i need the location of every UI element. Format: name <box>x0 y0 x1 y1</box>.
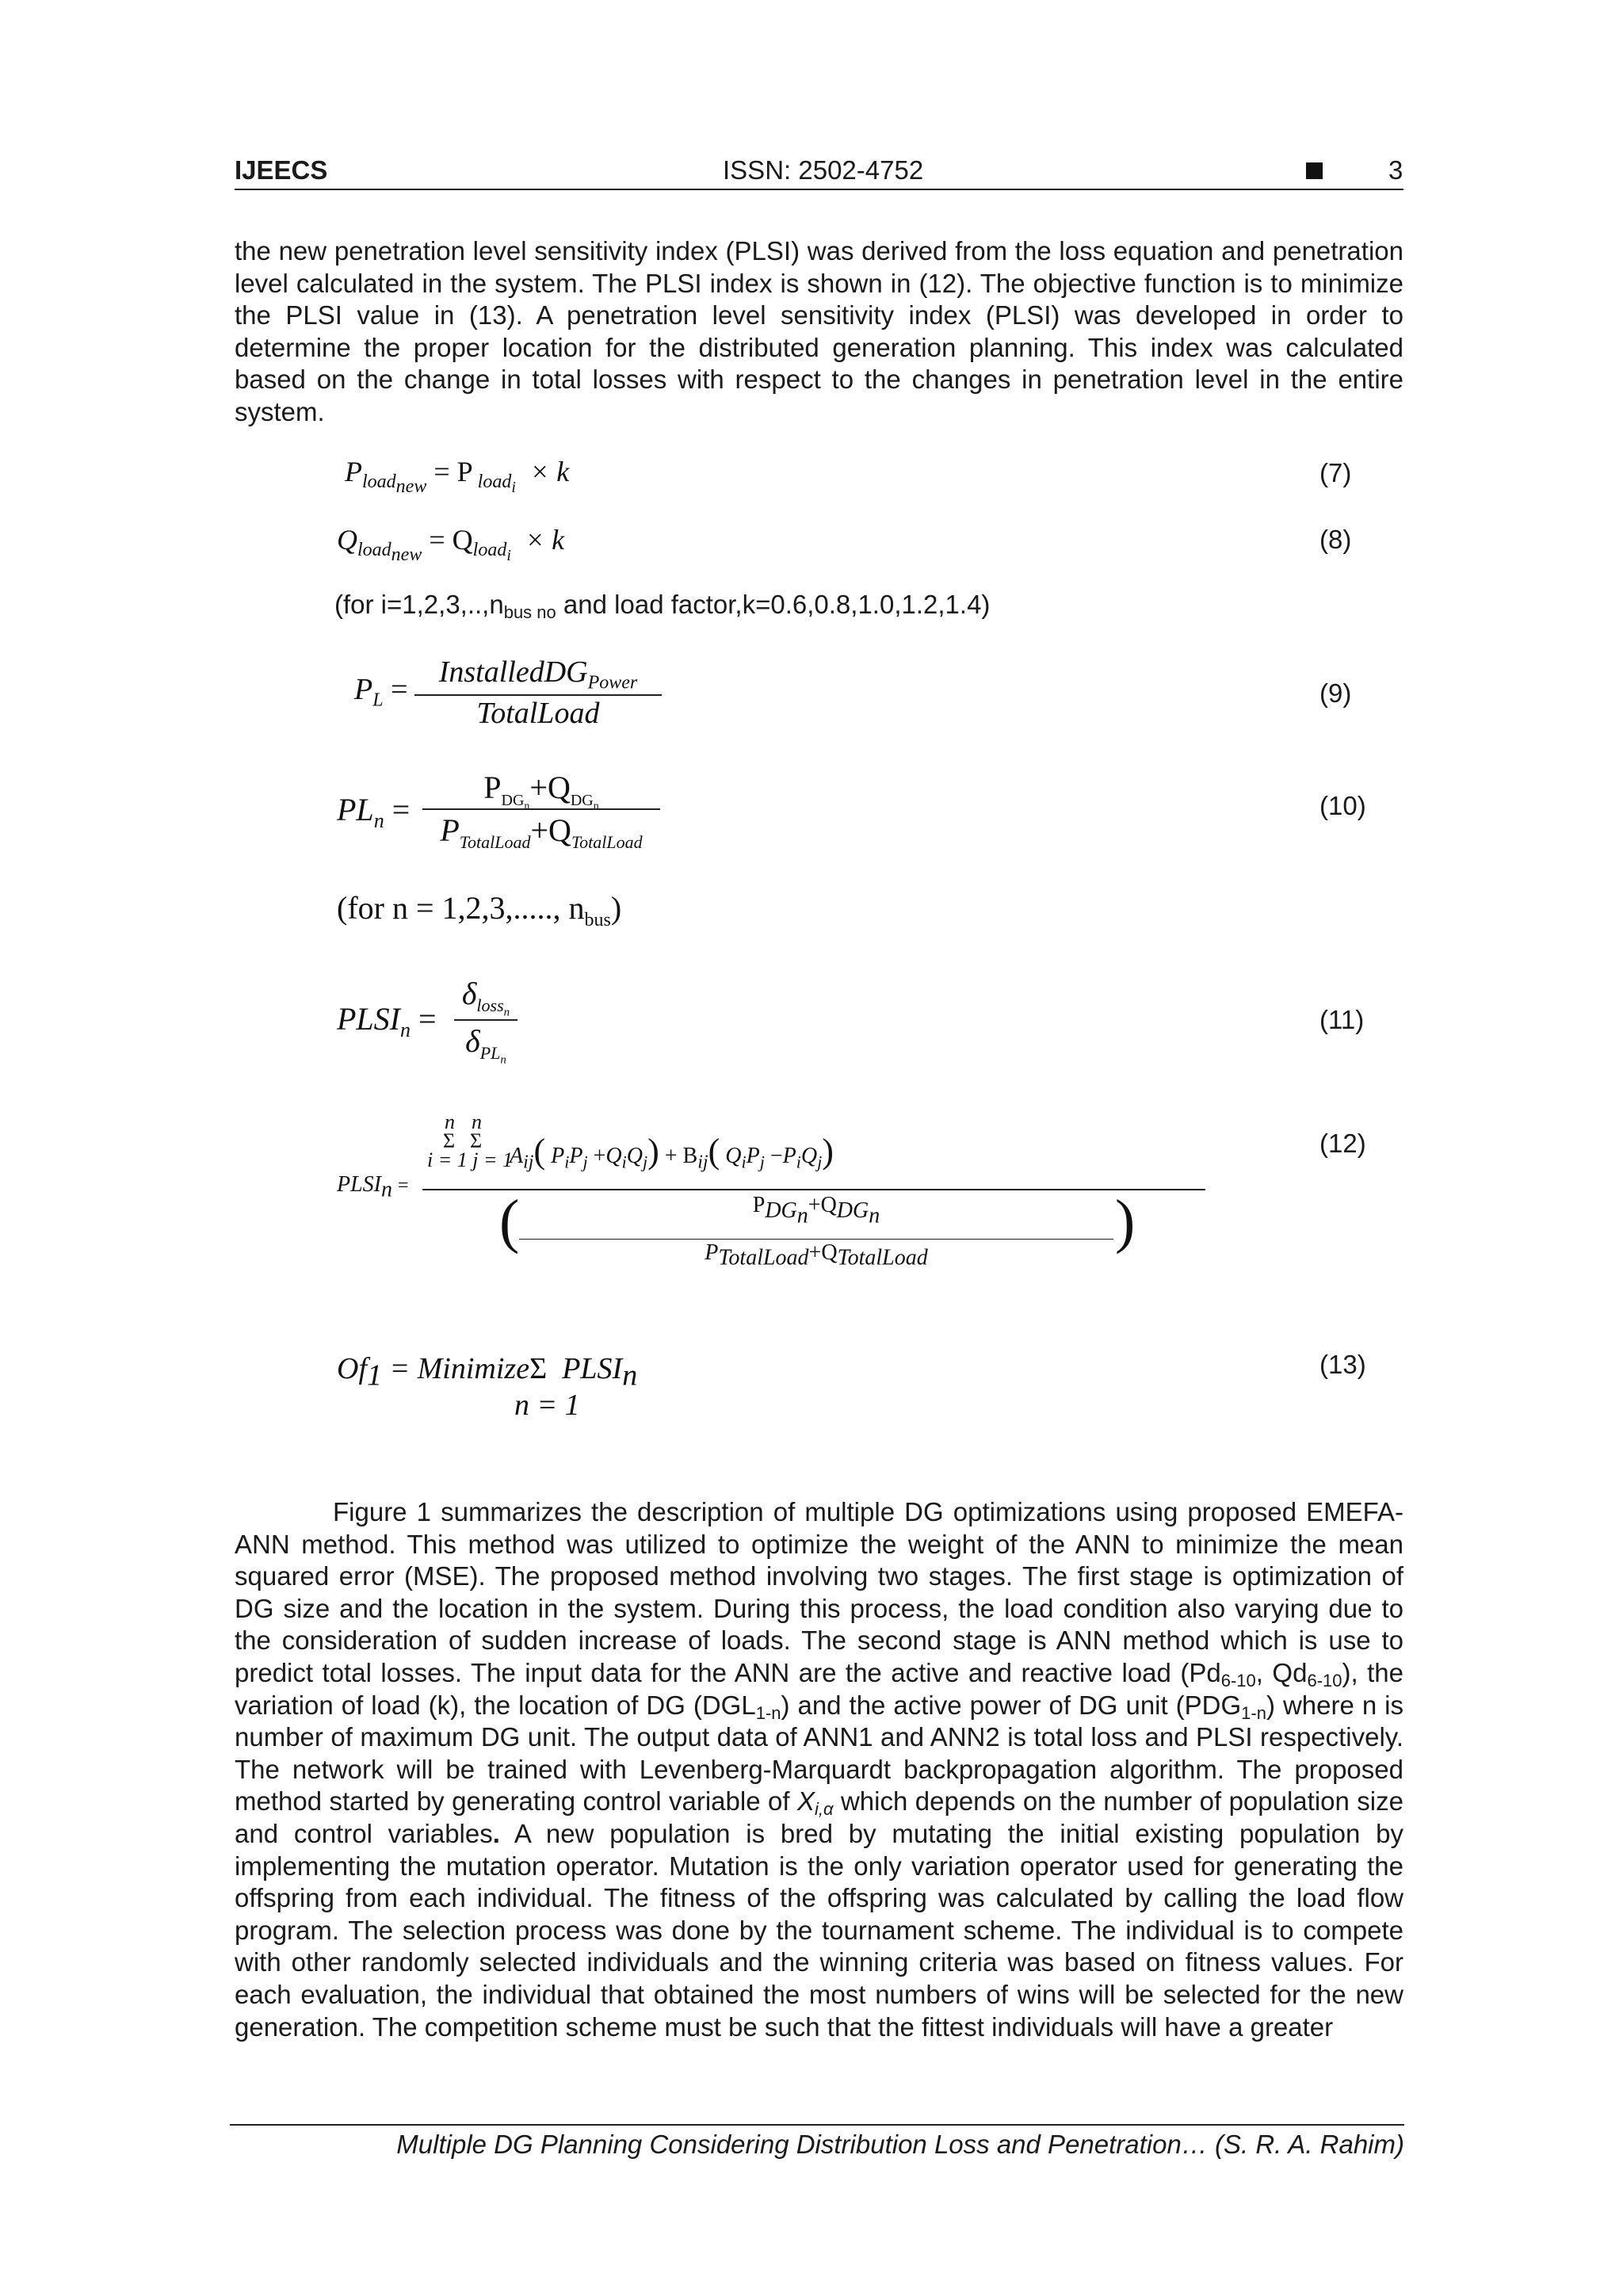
journal-name: IJEECS <box>235 155 328 185</box>
paragraph-method: Figure 1 summarizes the description of multiple DG optimizations using proposed EMEFA-ANN method. This method was utilized to optimize the weight of the ANN to minimize the mean squared error (MSE). The proposed method involving two stages. The first stage is optimization of DG size and the location in the system. During this process, the load condition also varying due to the consideration of sudden increase of loads. The second stage is ANN method which is use to predict total losses. The input data for the ANN are the active and reactive load ($Pd_{6-10}$, $Qd_{6-10}$), the variation of load (k), the location of DG $(DGL_{1-n})$ and the active power of DG unit $(PDG_{1-n})$ where n is number of maximum DG unit. The output data of ANN1 and ANN2 is total loss and PLSI respectively. The network will be trained with Levenberg-Marquardt backpropagation algorithm. The proposed method started by generating control variable of $X_{i,\alpha}$ which depends on the number of population size and control variables. A new population is bred by mutating the initial existing population by implementing the mutation operator. Mutation is the only variation operator used for generating the offspring from each individual. The fitness of the offspring was calculated by calling the load flow program. The selection process was done by the tournament scheme. The individual is to compete with other randomly selected individuals and the winning criteria was based on fitness values. For each evaluation, the individual that obtained the most numbers of wins will be selected for the new generation. The competition scheme must be such that the fittest individuals will have a greater <box>235 1497 1404 2042</box>
equation-number-12: (12) <box>1319 1129 1366 1158</box>
header-rule <box>235 189 1403 190</box>
equation-13: $Of_1$ = MinimizeΣ $PLSI_n$ n = 1 <box>337 1352 638 1422</box>
equation-condition-load: (for $i=1,2,3,..,n_{bus no}$ and load factor,k=0.6,0.8,1.0,1.2,1.4) <box>334 590 991 622</box>
footer-rule <box>230 2124 1404 2126</box>
issn: ISSN: 2502-4752 <box>723 155 924 185</box>
equation-number-8: (8) <box>1319 525 1352 554</box>
equation-8: $Q_{load_{new}} = Q_{load_i} \times k$ <box>337 524 565 565</box>
equation-number-7: (7) <box>1319 458 1352 487</box>
paragraph-intro: the new penetration level sensitivity index (PLSI) was derived from the loss equation and penetration level calculated in the system. The PLSI index is shown in (12). The objective function is to minimize the PLSI value in (13). A penetration level sensitivity index (PLSI) was developed in order to determine the proper location for the distributed generation planning. This index was calculated based on the change in total losses with respect to the changes in penetration level in the entire system. <box>235 236 1403 426</box>
square-bullet-icon <box>1306 162 1323 179</box>
page-number: 3 <box>1388 155 1403 185</box>
equation-number-10: (10) <box>1319 791 1366 820</box>
equation-number-11: (11) <box>1319 1005 1365 1034</box>
equation-condition-bus: (for n = 1,2,3,....., $n_{bus}$) <box>337 890 622 930</box>
equation-7: $P_{load_{new}} = P$ $_{load_i}$ × k <box>345 456 570 497</box>
equation-number-13: (13) <box>1319 1350 1366 1379</box>
running-footer: Multiple DG Planning Considering Distribution Loss and Penetration… (S. R. A. Rahim) <box>396 2130 1404 2159</box>
equation-number-9: (9) <box>1319 678 1352 708</box>
